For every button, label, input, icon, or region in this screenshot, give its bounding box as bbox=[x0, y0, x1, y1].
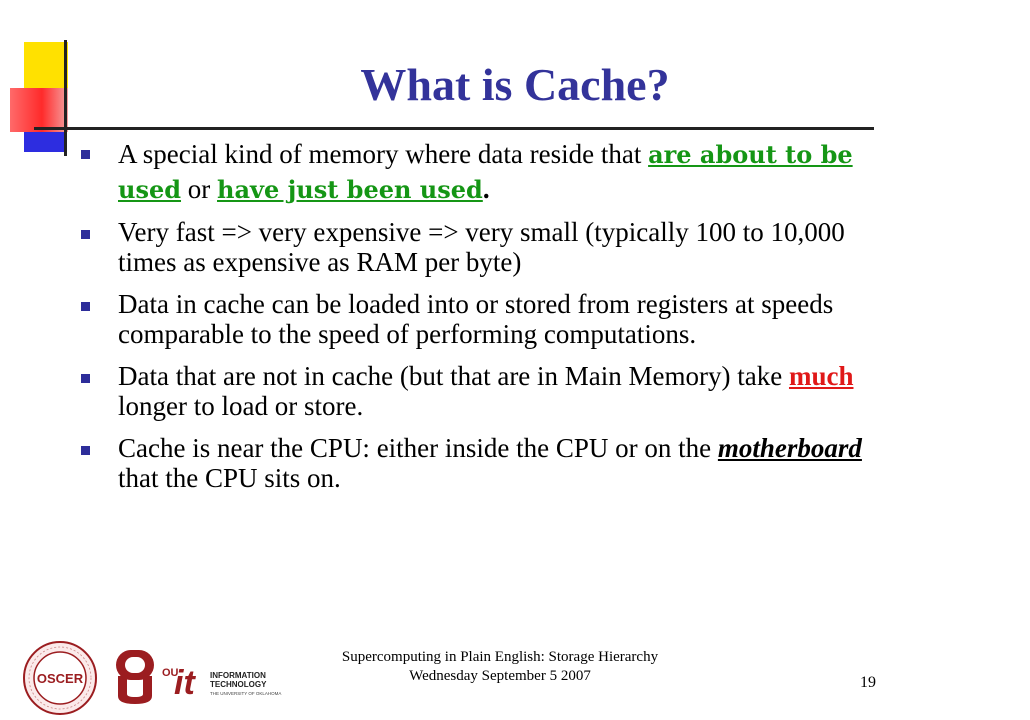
footer-date: Wednesday September 5 2007 bbox=[409, 668, 591, 684]
bullet-text: Cache is near the CPU: either inside the CPU or on the bbox=[118, 433, 718, 463]
slide-footer bbox=[270, 648, 730, 686]
bullet-item bbox=[118, 433, 878, 493]
it-logo bbox=[160, 654, 282, 706]
bullet-text: . bbox=[482, 174, 490, 204]
footer-title: Supercomputing in Plain English: Storage Hierarchy bbox=[341, 649, 659, 665]
bullet-marker bbox=[81, 374, 90, 383]
bullet-text: or bbox=[181, 174, 218, 204]
bullet-item bbox=[118, 217, 878, 277]
slide-title: What is Cache? bbox=[360, 59, 670, 110]
it-logo-line1: INFORMATION bbox=[210, 671, 266, 680]
page-number: 19 bbox=[860, 674, 876, 691]
bullet-marker bbox=[81, 150, 90, 159]
bullet-item bbox=[118, 289, 878, 349]
emphasis-have-just-been-used: have just been used bbox=[217, 175, 483, 204]
bullet-marker bbox=[81, 230, 90, 239]
bullet-item bbox=[118, 137, 878, 207]
emphasis-much: much bbox=[788, 361, 854, 391]
ou-logo bbox=[112, 646, 158, 706]
bullet-marker bbox=[81, 446, 90, 455]
it-logo-mark: it bbox=[174, 664, 195, 702]
it-logo-line2: TECHNOLOGY bbox=[210, 680, 267, 689]
it-logo-ou-text: OU bbox=[162, 667, 179, 679]
bullet-text: Data that are not in cache (but that are in Main Memory) take bbox=[118, 361, 789, 391]
bullet-text: longer to load or store. bbox=[118, 391, 364, 421]
emphasis-motherboard: motherboard bbox=[717, 433, 862, 463]
bullet-list bbox=[118, 137, 878, 505]
bullet-item bbox=[118, 361, 878, 421]
decor-blue-square bbox=[24, 132, 66, 152]
bullet-text: that the CPU sits on. bbox=[118, 463, 341, 493]
bullet-text: Data in cache can be loaded into or stored from registers at speeds comparable to the speed of performing computations. bbox=[118, 289, 834, 349]
emphasis-about-to-be-used: are about to be used bbox=[118, 140, 853, 204]
bullet-text: A special kind of memory where data reside that bbox=[118, 139, 649, 169]
oscer-logo bbox=[22, 640, 98, 716]
it-logo-line3: THE UNIVERSITY OF OKLAHOMA bbox=[210, 691, 282, 696]
decor-horizontal-line bbox=[34, 127, 874, 130]
oscer-logo-text: OSCER bbox=[36, 671, 84, 686]
bullet-text: Very fast => very expensive => very small (typically 100 to 10,000 times as expensive as RAM per byte) bbox=[118, 217, 845, 277]
bullet-marker bbox=[81, 302, 90, 311]
